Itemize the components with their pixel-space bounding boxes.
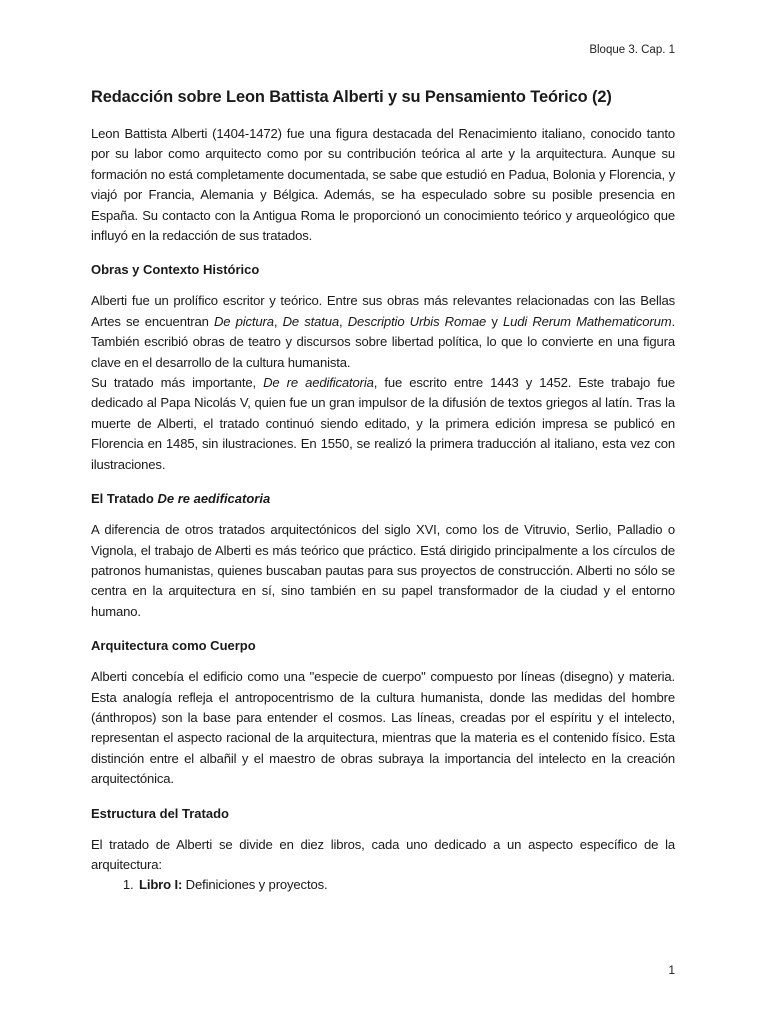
work-title: De statua bbox=[282, 313, 340, 329]
running-header: Bloque 3. Cap. 1 bbox=[589, 44, 675, 56]
document-title: Redacción sobre Leon Battista Alberti y su Pensamiento Teórico (2) bbox=[91, 88, 612, 106]
libros-list bbox=[91, 875, 675, 895]
work-title: Descriptio Urbis Romae bbox=[347, 313, 487, 329]
obras-paragraph-1: Alberti fue un prolífico escritor y teórico. Entre sus obras más relevantes relacionadas con las Bellas Artes se encuentran De pictura, De statua, Descriptio Urbis Romae y Ludi Rerum Mathematicorum. También escribió obras de teatro y discursos sobre libertad política, lo que lo convierte en una figura clave en el desarrollo de la cultura humanista. bbox=[91, 293, 675, 370]
intro-paragraph: Leon Battista Alberti (1404-1472) fue una figura destacada del Renacimiento italiano, conocido tanto por su labor como arquitecto como por su contribución teórica al arte y la arquitectura. Aunque su formación no está completamente documentada, se sabe que estudió en Padua, Bolonia y Florencia, y viajó por Francia, Alemania y Bélgica. Además, se ha especulado sobre su posible presencia en España. Su contacto con la Antigua Roma le proporcionó un conocimiento teórico y arqueológico que influyó en la redacción de sus tratados. bbox=[91, 126, 675, 244]
work-title: Ludi Rerum Mathematicorum bbox=[502, 313, 672, 329]
list-item: 1. Libro I: Definiciones y proyectos. bbox=[137, 875, 675, 895]
section-heading-cuerpo: Arquitectura como Cuerpo bbox=[91, 638, 256, 654]
obras-paragraph-2: Su tratado más importante, De re aedificatoria, fue escrito entre 1443 y 1452. Este trabajo fue dedicado al Papa Nicolás V, quien fue un gran impulsor de la difusión de textos griegos al latín. Tras la muerte de Alberti, el tratado continuó siendo editado, y la primera edición impresa se publicó en Florencia en 1485, sin ilustraciones. En 1550, se realizó la primera traducción al italiano, esta vez con ilustraciones. bbox=[91, 375, 675, 472]
page-number: 1 bbox=[668, 963, 675, 977]
cuerpo-paragraph: Alberti concebía el edificio como una "especie de cuerpo" compuesto por líneas (disegno) y materia. Esta analogía refleja el antropocentrismo de la cultura humanista, donde las medidas del hombre (ánthropos) son la base para entender el cosmos. Las líneas, creadas por el espíritu y el intelecto, representan el aspecto racional de la arquitectura, mientras que la materia es el contenido físico. Esta distinción entre el albañil y el maestro de obras subraya la importancia del intelecto en la creación arquitectónica. bbox=[91, 669, 675, 787]
estructura-paragraph: El tratado de Alberti se divide en diez libros, cada uno dedicado a un aspecto específico de la arquitectura: bbox=[91, 836, 675, 872]
section-heading-estructura: Estructura del Tratado bbox=[91, 805, 229, 821]
document-body bbox=[91, 86, 675, 896]
work-title: De re aedificatoria bbox=[263, 375, 374, 391]
work-title: De pictura bbox=[214, 313, 274, 329]
tratado-paragraph: A diferencia de otros tratados arquitectónicos del siglo XVI, como los de Vitruvio, Serlio, Palladio o Vignola, el trabajo de Alberti es más teórico que práctico. Está dirigido principalmente a los círculos de patronos humanistas, quienes buscaban pautas para sus proyectos de construcción. Alberti no sólo se centra en la arquitectura en sí, sino también en su papel transformador de la ciudad y el entorno humano. bbox=[91, 522, 675, 619]
section-heading-tratado: El Tratado De re aedificatoria bbox=[91, 491, 271, 507]
section-heading-obras: Obras y Contexto Histórico bbox=[91, 262, 260, 278]
